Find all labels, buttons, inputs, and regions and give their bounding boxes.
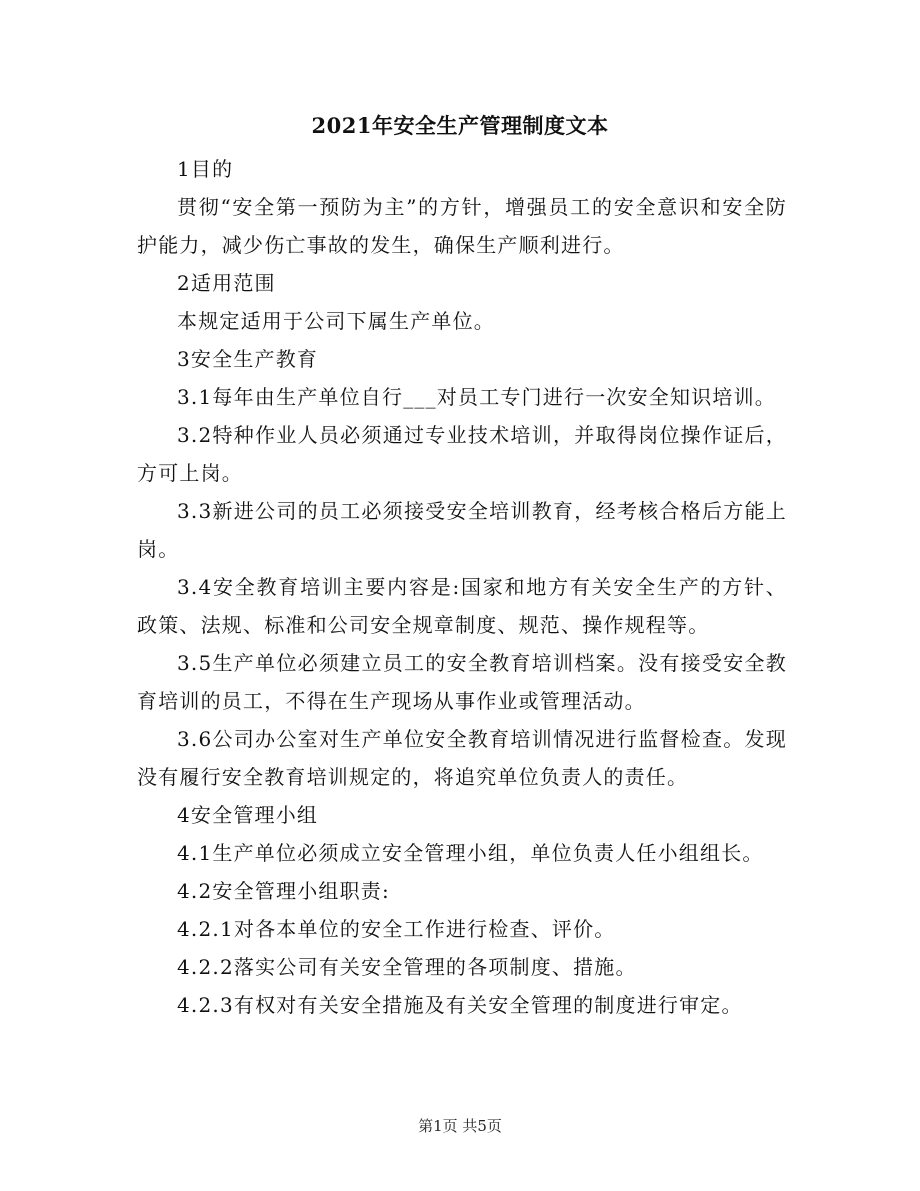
paragraph-4-2-2: 4.2.2落实公司有关安全管理的各项制度、措施。	[177, 955, 637, 979]
paragraph-3-5: 3.5生产单位必须建立员工的安全教育培训档案。没有接受安全教育培训的员工，不得在生产现场从事作业或管理活动。	[137, 651, 787, 713]
paragraph-3-3: 3.3新进公司的员工必须接受安全培训教育，经考核合格后方能上岗。	[137, 499, 787, 561]
paragraph-3-1: 3.1每年由生产单位自行___对员工专门进行一次安全知识培训。	[177, 385, 777, 409]
paragraph-3-4: 3.4安全教育培训主要内容是:国家和地方有关安全生产的方针、政策、法规、标准和公司安全规章制度、规范、操作规程等。	[137, 575, 787, 637]
paragraph-scope: 本规定适用于公司下属生产单位。	[177, 309, 495, 333]
section-heading-scope: 2适用范围	[177, 271, 276, 295]
document-body	[137, 150, 787, 1024]
paragraph-4-2-3: 4.2.3有权对有关安全措施及有关安全管理的制度进行审定。	[177, 993, 743, 1017]
section-heading-purpose: 1目的	[177, 157, 234, 181]
paragraph-4-1: 4.1生产单位必须成立安全管理小组，单位负责人任小组组长。	[177, 841, 764, 865]
paragraph-4-2-1: 4.2.1对各本单位的安全工作进行检查、评价。	[177, 917, 616, 941]
paragraph-purpose: 贯彻“安全第一预防为主”的方针，增强员工的安全意识和安全防护能力，减少伤亡事故的发生，确保生产顺利进行。	[137, 195, 787, 257]
paragraph-4-2: 4.2安全管理小组职责:	[177, 879, 390, 903]
document-title: 2021年安全生产管理制度文本	[311, 113, 609, 138]
section-heading-management-group: 4安全管理小组	[177, 803, 319, 827]
section-heading-education: 3安全生产教育	[177, 347, 319, 371]
paragraph-3-2: 3.2特种作业人员必须通过专业技术培训，并取得岗位操作证后，方可上岗。	[137, 423, 787, 485]
paragraph-3-6: 3.6公司办公室对生产单位安全教育培训情况进行监督检查。发现没有履行安全教育培训规定的，将追究单位负责人的责任。	[137, 727, 787, 789]
page-footer: 第1页 共5页	[418, 1117, 502, 1135]
